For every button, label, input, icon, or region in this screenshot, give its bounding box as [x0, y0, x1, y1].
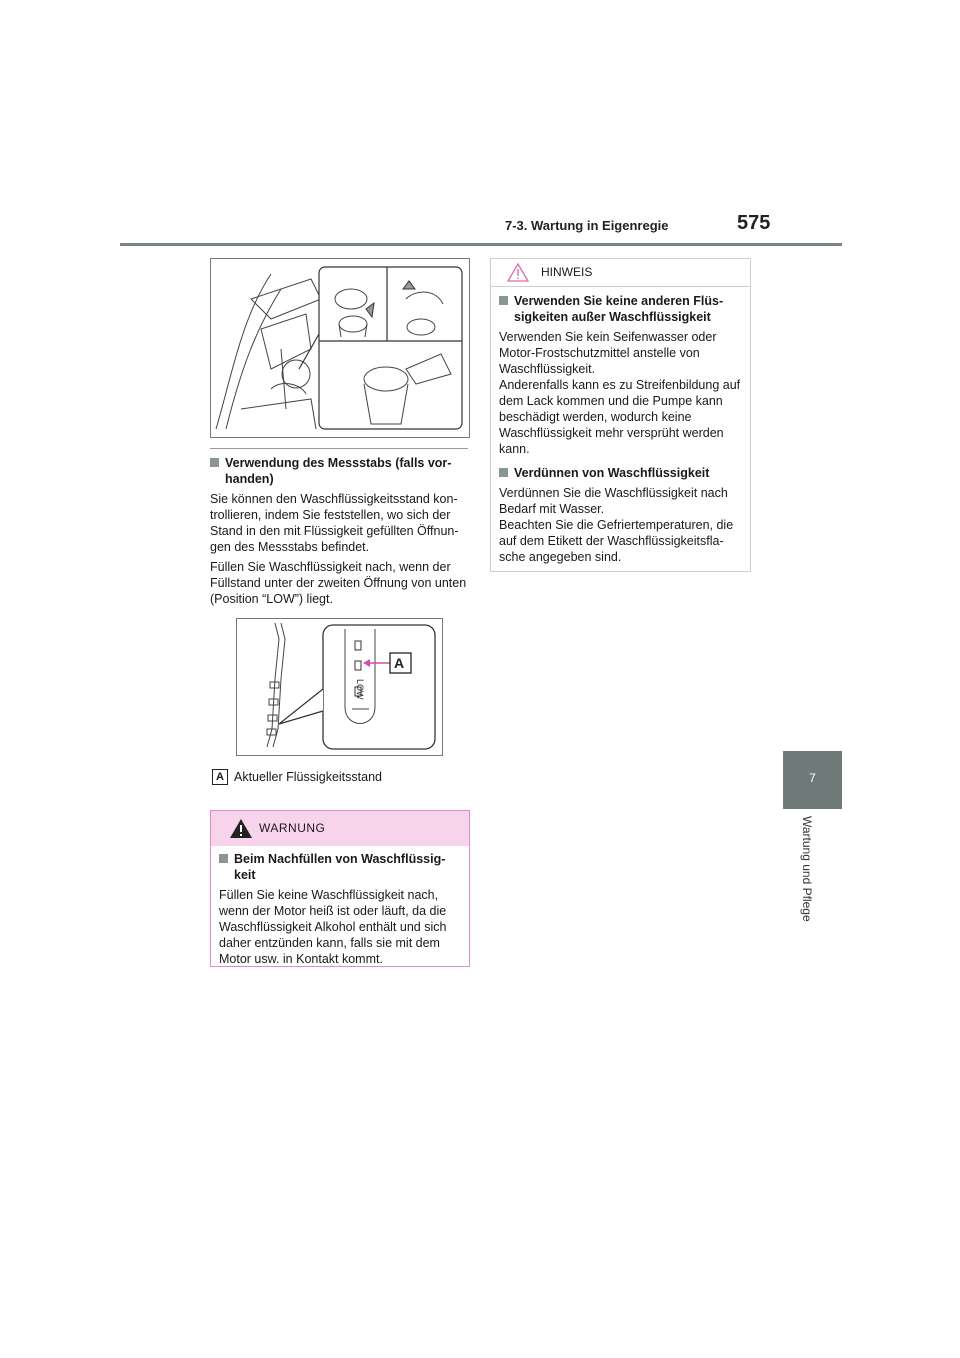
bullet-icon: [219, 854, 228, 863]
low-label: LOW: [355, 679, 365, 700]
note-text-1: Verwenden Sie kein Seifenwasser oder Motor-Frostschutzmittel anstelle von Waschflüssigkeit. Anderenfalls kann es zu Streifenbildung auf dem Lack kommen und die Pumpe kann beschädigt werden, wodurch keine Waschflüssigkeit mehr versprüht werden kann.: [499, 330, 741, 456]
note-box: [490, 258, 751, 572]
caption-marker: A: [212, 769, 228, 785]
dipstick-paragraph-2: Füllen Sie Waschflüssigkeit nach, wenn der Füllstand unter der zweiten Öffnung von unten (Position “LOW”) liegt.: [210, 560, 467, 606]
caption-text: Aktueller Flüssigkeitsstand: [234, 770, 382, 784]
caution-icon: [507, 263, 529, 282]
dipstick-heading: [210, 455, 468, 487]
note-text-2: Verdünnen Sie die Waschflüssigkeit nach Bedarf mit Wasser. Beachten Sie die Gefriertemperaturen, die auf dem Etikett der Waschflüssigkeitsfla-sche angegeben sind.: [499, 486, 734, 564]
bullet-icon: [499, 296, 508, 305]
note-header: [491, 259, 750, 287]
warning-heading: [219, 851, 461, 883]
warning-box: [210, 810, 470, 967]
figure-caption: [212, 769, 470, 785]
bullet-icon: [210, 458, 219, 467]
warning-heading-text: Beim Nachfüllen von Waschflüssig- keit: [234, 852, 446, 882]
warning-title: WARNUNG: [259, 821, 326, 835]
note-heading-1-text: Verwenden Sie keine anderen Flüs- sigkeiten außer Waschflüssigkeit: [514, 294, 724, 324]
section-title: 7-3. Wartung in Eigenregie: [505, 218, 669, 233]
chapter-number: 7: [809, 771, 816, 785]
page-number: 575: [737, 212, 771, 234]
warning-text: Füllen Sie keine Waschflüssigkeit nach, wenn der Motor heiß ist oder läuft, da die Waschflüssigkeit Alkohol enthält und sich daher entzünden kann, falls sie mit dem Motor usw. in Kontakt kommt.: [219, 888, 447, 966]
figure-callout-a: A: [394, 655, 405, 671]
dipstick-illustration: [236, 618, 443, 756]
section-divider: [210, 448, 468, 449]
dipstick-paragraph-1: Sie können den Waschflüssigkeitsstand kon-trollieren, indem Sie feststellen, wo sich der Stand in den mit Flüssigkeit gefüllten Öffnun-gen des Messstabs befindet.: [210, 492, 459, 554]
note-heading-2-text: Verdünnen von Waschflüssigkeit: [514, 466, 710, 480]
warning-body: [211, 851, 469, 967]
note-body: [491, 287, 750, 565]
bullet-icon: [499, 468, 508, 477]
chapter-label: Wartung und Pflege: [800, 816, 814, 922]
note-heading-2: [499, 465, 742, 481]
engine-bay-drawing: [211, 259, 469, 437]
note-heading-1: [499, 293, 742, 325]
warning-icon: [229, 818, 253, 839]
engine-bay-illustration: [210, 258, 470, 438]
dipstick-heading-text: Verwendung des Messstabs (falls vor- handen): [225, 456, 452, 486]
warning-header: [211, 811, 469, 846]
header-divider: [120, 243, 842, 246]
dipstick-drawing: [237, 619, 442, 755]
note-title: HINWEIS: [541, 265, 593, 279]
dipstick-section: [210, 455, 468, 607]
